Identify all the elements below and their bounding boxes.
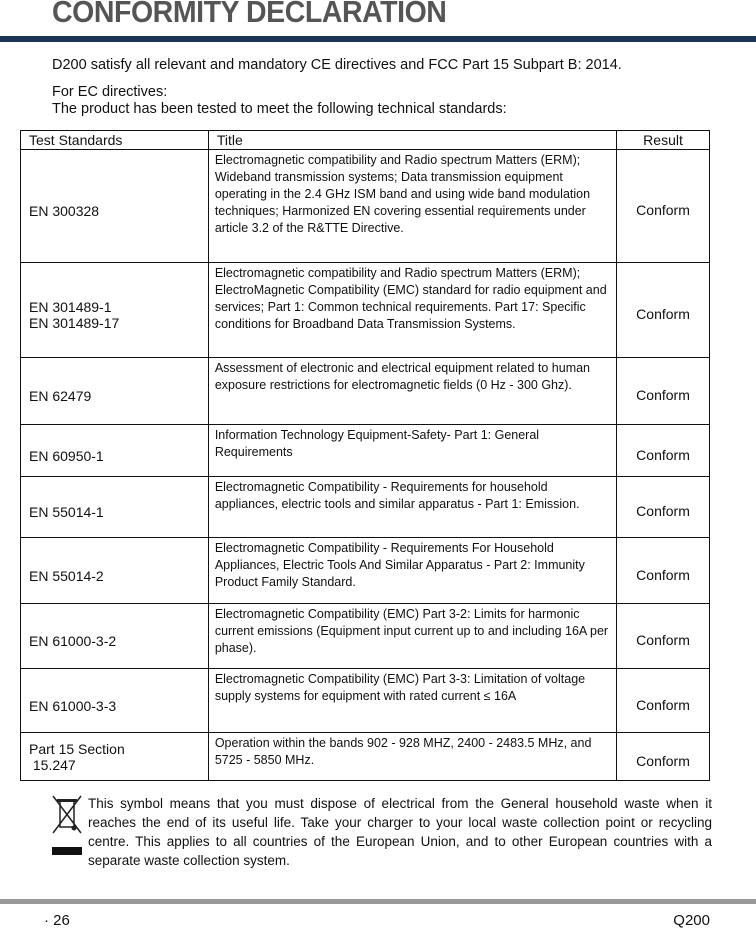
column-header: Result bbox=[617, 131, 710, 150]
result-cell: Conform bbox=[617, 669, 710, 733]
title-cell: Electromagnetic Compatibility - Requirements For Household Appliances, Electric Tools And Similar Apparatus - Part 2: Immunity Product Family Standard. bbox=[208, 538, 616, 604]
title-cell: Assessment of electronic and electrical equipment related to human exposure restrictions for electromagnetic fields (0 Hz - 300 Ghz). bbox=[208, 358, 616, 425]
title-cell: Electromagnetic compatibility and Radio spectrum Matters (ERM); ElectroMagnetic Compatibility (EMC) standard for radio equipment and services; Part 1: Common technical requirements. Part 17: Specific conditions for Broadband Data Transmission Systems. bbox=[208, 263, 616, 358]
ec-text: The product has been tested to meet the following technical standards: bbox=[52, 101, 507, 117]
title-cell: Electromagnetic Compatibility (EMC) Part 3-2: Limits for harmonic current emissions (Equipment input current up to and including 16A per phase). bbox=[208, 604, 616, 669]
table-row bbox=[21, 263, 710, 358]
result-cell: Conform bbox=[617, 538, 710, 604]
title-divider bbox=[0, 36, 756, 42]
standard-cell: EN 61000-3-3 bbox=[21, 669, 209, 733]
result-cell: Conform bbox=[617, 733, 710, 781]
footer-divider bbox=[0, 899, 756, 904]
result-cell: Conform bbox=[617, 150, 710, 263]
page-number: · 26 bbox=[44, 912, 70, 929]
result-cell: Conform bbox=[617, 425, 710, 477]
standard-cell: EN 55014-2 bbox=[21, 538, 209, 604]
page-title: CONFORMITY DECLARATION bbox=[52, 0, 447, 29]
table-row bbox=[21, 358, 710, 425]
table-row bbox=[21, 604, 710, 669]
title-cell: Electromagnetic Compatibility (EMC) Part 3-3: Limitation of voltage supply systems for equipment with rated current ≤ 16A bbox=[208, 669, 616, 733]
standard-cell: EN 62479 bbox=[21, 358, 209, 425]
title-cell: Electromagnetic compatibility and Radio spectrum Matters (ERM); Wideband transmission systems; Data transmission equipment operating in the 2.4 GHz ISM band and using wide band modulation techniques; Harmonized EN covering essential requirements under article 3.2 of the R&TTE Directive. bbox=[208, 150, 616, 263]
result-cell: Conform bbox=[617, 358, 710, 425]
column-header: Test Standards bbox=[21, 131, 209, 150]
standard-cell: EN 300328 bbox=[21, 150, 209, 263]
intro-statement: D200 satisfy all relevant and mandatory CE directives and FCC Part 15 Subpart B: 2014. bbox=[52, 57, 622, 73]
table-row bbox=[21, 669, 710, 733]
column-header: Title bbox=[208, 131, 616, 150]
table-row bbox=[21, 425, 710, 477]
ec-heading: For EC directives: bbox=[52, 84, 168, 100]
table-header bbox=[21, 131, 710, 150]
title-cell: Information Technology Equipment-Safety- Part 1: General Requirements bbox=[208, 425, 616, 477]
standard-cell: EN 61000-3-2 bbox=[21, 604, 209, 669]
table-row bbox=[21, 538, 710, 604]
standard-cell: EN 301489-1 EN 301489-17 bbox=[21, 263, 209, 358]
standard-cell: EN 60950-1 bbox=[21, 425, 209, 477]
model-name: Q200 bbox=[673, 912, 710, 929]
standards-table bbox=[20, 130, 710, 781]
table-row bbox=[21, 150, 710, 263]
table-row bbox=[21, 733, 710, 781]
weee-bin-icon bbox=[52, 795, 82, 857]
title-cell: Operation within the bands 902 - 928 MHZ, 2400 - 2483.5 MHz, and 5725 - 5850 MHz. bbox=[208, 733, 616, 781]
title-cell: Electromagnetic Compatibility - Requirements for household appliances, electric tools and similar apparatus - Part 1: Emission. bbox=[208, 477, 616, 538]
result-cell: Conform bbox=[617, 263, 710, 358]
result-cell: Conform bbox=[617, 477, 710, 538]
table-row bbox=[21, 477, 710, 538]
standard-cell: EN 55014-1 bbox=[21, 477, 209, 538]
weee-note: This symbol means that you must dispose of electrical from the General household waste when it reaches the end of its useful life. Take your charger to your local waste collection point or recycling centre. This applies to all countries of the European Union, and to other European countries with a separate waste collection system. bbox=[88, 796, 712, 868]
result-cell: Conform bbox=[617, 604, 710, 669]
standard-cell: Part 15 Section 15.247 bbox=[21, 733, 209, 781]
